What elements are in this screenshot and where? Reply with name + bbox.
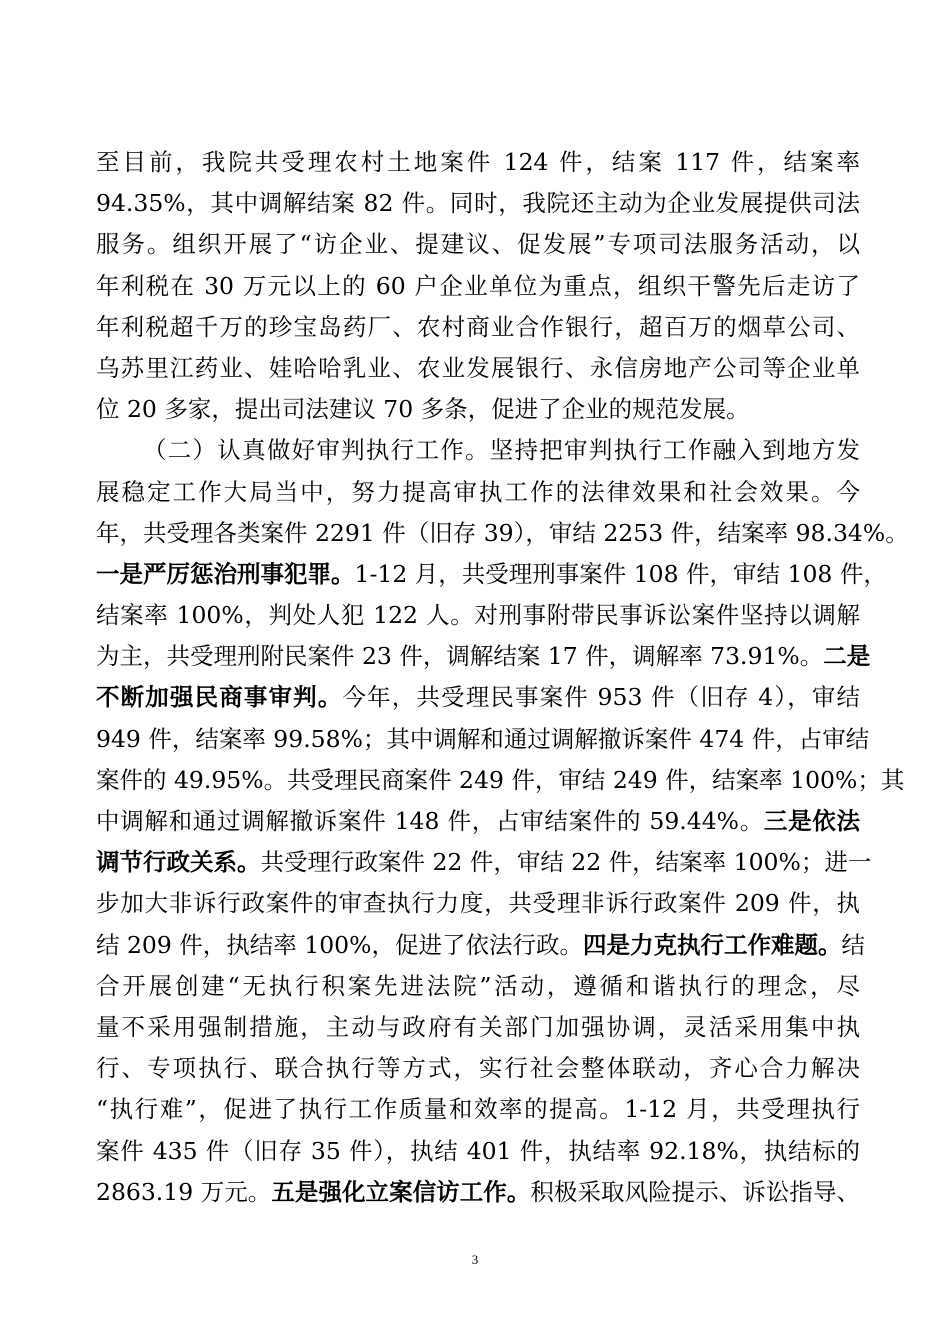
text-run: 年利税在 30 万元以上的 60 户企业单位为重点，组织干警先后走访了 bbox=[96, 271, 860, 300]
section-heading-line bbox=[96, 430, 860, 471]
text-run: 年，共受理各类案件 2291 件（旧存 39），审结 2253 件，结案率 98.34%。 bbox=[96, 518, 909, 547]
text-run: 结 bbox=[841, 930, 865, 959]
bold-heading-run: 三是依法 bbox=[763, 807, 861, 835]
text-line bbox=[96, 472, 860, 513]
text-line bbox=[96, 966, 860, 1007]
text-line bbox=[96, 224, 860, 265]
text-line bbox=[96, 719, 870, 760]
text-line bbox=[96, 554, 887, 595]
text-line bbox=[96, 142, 860, 183]
bold-heading-run: 四是力克执行工作难题。 bbox=[582, 930, 842, 959]
text-run: 乌苏里江药业、娃哈哈乳业、农业发展银行、永信房地产公司等企业单 bbox=[96, 353, 860, 382]
text-run: 案件的 49.95%。共受理民商案件 249 件，审结 249 件，结案率 100%；其 bbox=[96, 765, 905, 794]
text-line bbox=[96, 1172, 860, 1213]
text-line bbox=[96, 883, 860, 924]
text-run: 结案率 100%，判处人犯 122 人。对刑事附带民事诉讼案件坚持以调解 bbox=[96, 601, 860, 630]
text-run: 服务。组织开展了“访企业、提建议、促发展”专项司法服务活动，以 bbox=[96, 230, 860, 259]
bold-heading-run: 一是严厉惩治刑事犯罪。 bbox=[96, 559, 355, 588]
text-line bbox=[96, 925, 865, 966]
text-line bbox=[96, 1131, 860, 1172]
text-run: 为主，共受理刑附民案件 23 件，调解结案 17 件，调解率 73.91%。 bbox=[96, 642, 824, 671]
text-line bbox=[96, 389, 860, 430]
text-run: 结 209 件，执结率 100%，促进了依法行政。 bbox=[96, 930, 583, 959]
text-run: 年利税超千万的珍宝岛药厂、农村商业合作银行，超百万的烟草公司、 bbox=[96, 312, 860, 341]
text-run: 共受理行政案件 22 件，审结 22 件，结案率 100%；进一 bbox=[260, 848, 872, 877]
bold-heading-run: 二是 bbox=[823, 642, 871, 671]
body-text bbox=[96, 142, 909, 1213]
text-line bbox=[96, 1048, 860, 1089]
text-run: 94.35%，其中调解结案 82 件。同时，我院还主动为企业发展提供司法 bbox=[96, 189, 860, 218]
text-run: 中调解和通过调解撤诉案件 148 件，占审结案件的 59.44%。 bbox=[96, 807, 764, 835]
text-line bbox=[96, 183, 860, 224]
text-run: 案件 435 件（旧存 35 件），执结 401 件，执结率 92.18%，执结标的 bbox=[96, 1136, 860, 1165]
page-number: 3 bbox=[471, 1252, 479, 1267]
text-line bbox=[96, 677, 860, 718]
bold-heading-run: 五是强化立案信访工作。 bbox=[271, 1177, 531, 1206]
text-run: 今年，共受理民事案件 953 件（旧存 4），审结 bbox=[342, 683, 861, 712]
text-run: 1-12 月，共受理刑事案件 108 件，审结 108 件， bbox=[354, 559, 887, 588]
text-line bbox=[96, 348, 860, 389]
text-line bbox=[96, 513, 909, 554]
text-line bbox=[96, 266, 860, 307]
text-line bbox=[96, 307, 860, 348]
text-run: 展稳定工作大局当中，努力提高审执工作的法律效果和社会效果。今 bbox=[96, 477, 860, 506]
text-line bbox=[96, 595, 860, 636]
text-line bbox=[96, 760, 905, 801]
text-line bbox=[96, 1007, 860, 1048]
text-run: 至目前，我院共受理农村土地案件 124 件，结案 117 件，结案率 bbox=[96, 148, 860, 176]
text-run: “执行难”，促进了执行工作质量和效率的提高。1-12 月，共受理执行 bbox=[96, 1095, 860, 1124]
text-run: 合开展创建“无执行积案先进法院”活动，遵循和谐执行的理念，尽 bbox=[96, 971, 860, 1000]
text-line bbox=[96, 842, 872, 883]
bold-heading-run: 调节行政关系。 bbox=[96, 848, 261, 877]
text-line bbox=[96, 1089, 860, 1130]
text-line bbox=[96, 801, 860, 842]
text-run: 步加大非诉行政案件的审查执行力度，共受理非诉行政案件 209 件，执 bbox=[96, 889, 860, 918]
text-run: （二）认真做好审判执行工作。坚持把审判执行工作融入到地方发 bbox=[143, 436, 860, 465]
text-line bbox=[96, 636, 871, 677]
text-run: 2863.19 万元。 bbox=[96, 1177, 272, 1206]
text-run: 位 20 多家，提出司法建议 70 多条，促进了企业的规范发展。 bbox=[96, 395, 750, 424]
text-run: 量不采用强制措施，主动与政府有关部门加强协调，灵活采用集中执 bbox=[96, 1012, 860, 1041]
bold-heading-run: 不断加强民商事审判。 bbox=[96, 683, 343, 712]
text-run: 行、专项执行、联合执行等方式，实行社会整体联动，齐心合力解决 bbox=[96, 1054, 860, 1083]
text-run: 积极采取风险提示、诉讼指导、 bbox=[530, 1177, 860, 1206]
text-run: 949 件，结案率 99.58%；其中调解和通过调解撤诉案件 474 件，占审结 bbox=[96, 724, 870, 753]
